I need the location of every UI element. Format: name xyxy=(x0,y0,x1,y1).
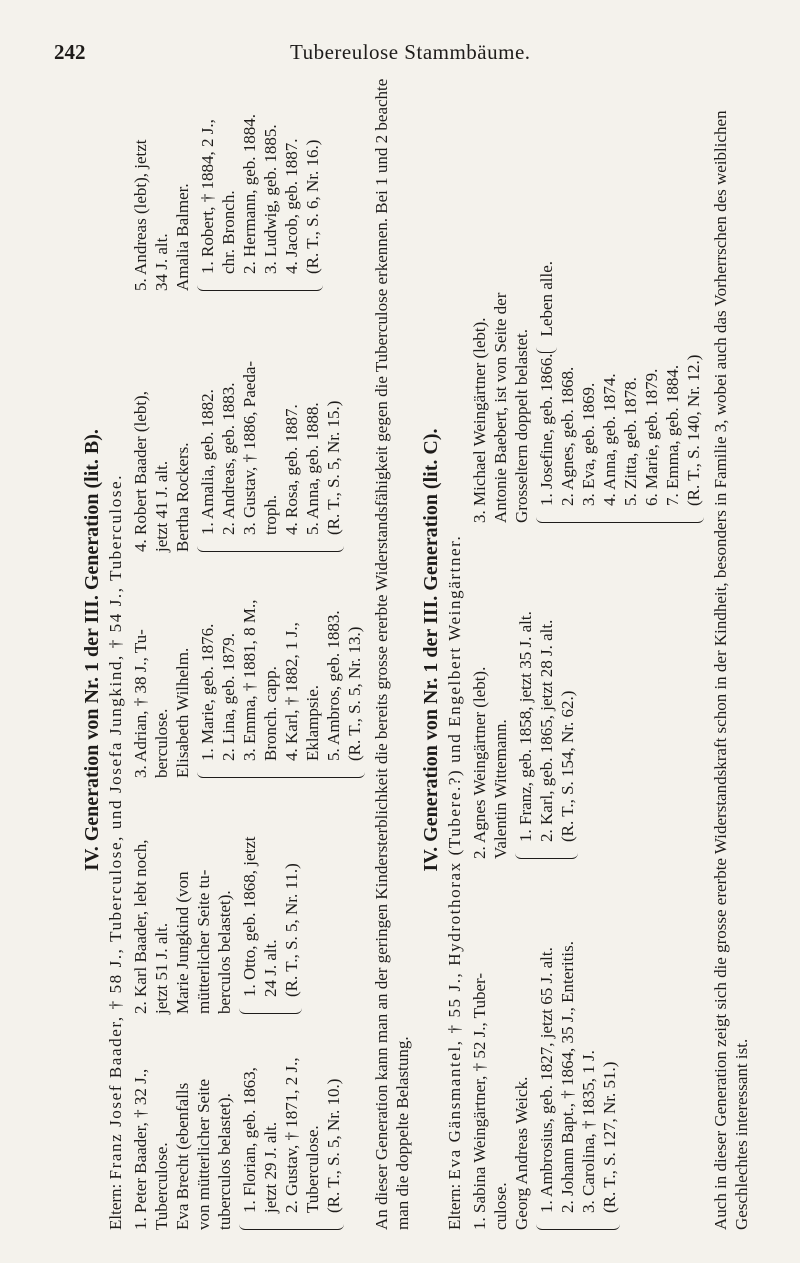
brace-icon xyxy=(536,342,557,353)
brace-icon xyxy=(239,1003,302,1014)
child-line: Eva Brecht (ebenfalls xyxy=(173,1082,192,1230)
child-entry xyxy=(469,68,532,523)
family-column xyxy=(130,1014,344,1230)
generation-b xyxy=(82,70,413,1230)
grandchild-line: 4. Anna, geb. 1874. xyxy=(600,373,619,506)
grandchild-line: 1. Franz, geb. 1858, jetzt 35 J. alt. xyxy=(516,611,535,842)
grandchildren-group xyxy=(239,1020,344,1230)
child-line: 2. Karl Baader, lebt noch, xyxy=(131,839,150,1014)
grandchildren-group xyxy=(197,558,365,778)
grandchild-line: Leben alle. xyxy=(537,260,556,337)
grandchildren-list xyxy=(197,114,323,291)
brace-icon xyxy=(239,1219,344,1230)
child-line: Elisabeth Wilhelm. xyxy=(173,647,192,778)
rotated-page-body xyxy=(82,70,752,1230)
grandchild-line: (R. T., S. 140, Nr. 12.) xyxy=(684,354,703,506)
child-line: 2. Agnes Weingärtner (lebt). xyxy=(470,666,489,859)
grandchild-line: 1. Amalia, geb. 1882. xyxy=(198,389,217,535)
child-line: Valentin Wittemann. xyxy=(491,719,510,859)
generation-b-parents: Eltern: Franz Josef Baader, † 58 J., Tuberculose, und Josefa Jungkind, † 54 J., Tuberculose. xyxy=(106,473,125,1230)
grandchild-line: 1. Ambrosius, geb. 1827, jetzt 65 J. alt. xyxy=(537,947,556,1213)
grandchild-line: 2. Karl, geb. 1865, jetzt 28 J. alt. xyxy=(537,619,556,842)
running-title: Tubereulose Stammbäume. xyxy=(290,40,531,64)
child-line: 4. Robert Baader (lebt), xyxy=(131,391,150,552)
grandchild-line: (R. T., S. 6, Nr. 16.) xyxy=(303,139,322,274)
grandchild-line: (R. T., S. 5, Nr. 15.) xyxy=(324,400,343,535)
generation-c-heading: IV. Generation von Nr. 1 der III. Generation (lit. C). xyxy=(420,428,442,872)
grandchildren-group xyxy=(536,865,620,1230)
grandchild-line: 2. Gustav, † 1871, 2 J., xyxy=(282,1057,301,1213)
grandchild-line: 1. Florian, geb. 1863, xyxy=(240,1067,259,1213)
grandchild-line: (R. T., S. 154, Nr. 62.) xyxy=(558,690,577,842)
child-entry xyxy=(130,784,235,1014)
child-line: 1. Sabina Weingärtner, † 52 J., Tuber- xyxy=(470,973,489,1230)
family-column xyxy=(469,62,704,523)
grandchild-line: Tuberculose. xyxy=(303,1125,322,1213)
grandchildren-list xyxy=(197,361,344,552)
grandchildren-group xyxy=(197,56,323,291)
grandchild-line: 7. Emma, geb. 1884. xyxy=(663,364,682,506)
child-entry xyxy=(130,1020,235,1230)
grandchild-line: 4. Rosa, geb. 1887. xyxy=(282,404,301,535)
brace-icon xyxy=(536,1219,620,1230)
child-entry xyxy=(130,56,193,291)
generation-b-heading: IV. Generation von Nr. 1 der III. Generation (lit. B). xyxy=(81,429,103,871)
grandchild-line: 5. Anna, geb. 1888. xyxy=(303,402,322,535)
child-line: jetzt 41 J. alt. xyxy=(152,460,171,552)
family-column xyxy=(130,778,302,1014)
generation-c xyxy=(421,70,752,1230)
grandchild-line: 3. Eva, geb. 1869. xyxy=(579,382,598,506)
grandchild-line: 3. Emma, † 1881, 8 M., xyxy=(240,599,259,761)
grandchild-line: 5. Ambros, geb. 1883. xyxy=(324,610,343,761)
child-line: culose. xyxy=(491,1182,510,1230)
grandchildren-group xyxy=(197,297,344,552)
child-line: 3. Adrian, † 38 J., Tu- xyxy=(131,629,150,778)
family-column xyxy=(130,291,344,552)
grandchild-line: 5. Zitta, geb. 1878. xyxy=(621,377,640,506)
generation-b-remark: An dieser Generation kann man an der geringen Kindersterblichkeit die bereits grosse ererbte Widerstandsfähigkeit gegen die Tuberculose erkennen. Bei 1 und 2 beachte man die doppelte Belastung. xyxy=(372,78,412,1230)
grandchild-line: jetzt 29 J. alt. xyxy=(261,1121,280,1213)
grandchild-line: 1. Robert, † 1884, 2 J., xyxy=(198,119,217,274)
generation-c-remark: Auch in dieser Generation zeigt sich die grosse ererbte Widerstandskraft schon in der Kindheit, besonders in Familie 3, wobei auch das Vorherrschen des weiblichen Geschlechtes interessant ist. xyxy=(711,110,751,1230)
grandchild-line: 6. Marie, geb. 1879. xyxy=(642,368,661,506)
child-line: 3. Michael Weingärtner (lebt). xyxy=(470,317,489,523)
grandchildren-group xyxy=(515,529,578,859)
child-entry xyxy=(130,297,193,552)
grandchild-line: (R. T., S. 5, Nr. 13.) xyxy=(345,626,364,761)
child-line: berculose. xyxy=(152,708,171,778)
grandchildren-list xyxy=(239,1057,344,1230)
child-entry xyxy=(469,865,532,1230)
child-line: mütterlicher Seite tu- xyxy=(194,869,213,1014)
grandchild-line: (R. T., S. 5, Nr. 10.) xyxy=(324,1078,343,1213)
child-line: Marie Jungkind (von xyxy=(173,871,192,1014)
generation-c-parents: Eltern: Eva Gänsmantel, † 55 J., Hydrothorax (Tubere.?) und Engelbert Weingärtner. xyxy=(445,534,464,1230)
grandchildren-list xyxy=(515,611,578,859)
brace-icon xyxy=(197,767,365,778)
child-line: Antonie Baebert, ist von Seite der xyxy=(491,292,510,523)
family-column xyxy=(130,50,323,291)
grandchild-line: 1. Josefine, geb. 1866. xyxy=(537,353,556,506)
child-line: von mütterlicher Seite xyxy=(194,1078,213,1230)
brace-icon xyxy=(197,541,344,552)
grandchild-line: 24 J. alt. xyxy=(261,939,280,997)
page-number: 242 xyxy=(54,40,86,64)
child-line: jetzt 51 J. alt. xyxy=(152,922,171,1014)
child-entry xyxy=(469,529,511,859)
grandchild-line: 4. Karl, † 1882, 1 J., xyxy=(282,622,301,761)
grandchild-line: 2. Agnes, geb. 1868. xyxy=(558,366,577,506)
grandchild-line: 1. Otto, geb. 1868, jetzt xyxy=(240,836,259,997)
child-line: Amalia Balmer. xyxy=(173,183,192,291)
grandchild-line: (R. T., S. 127, Nr. 51.) xyxy=(600,1061,619,1213)
grandchild-line: 1. Marie, geb. 1876. xyxy=(198,623,217,761)
generation-c-families xyxy=(469,70,704,1230)
grandchild-line: 2. Hermann, geb. 1884. xyxy=(240,113,259,274)
child-line: Bertha Rockers. xyxy=(173,442,192,552)
grandchild-line: (R. T., S. 5, Nr. 11.) xyxy=(282,863,301,997)
grandchildren-group xyxy=(536,68,704,523)
brace-icon xyxy=(536,512,704,523)
child-line: 5. Andreas (lebt), jetzt xyxy=(131,139,150,291)
brace-icon xyxy=(515,848,578,859)
child-line: berculos belastet). xyxy=(215,890,234,1014)
grandchild-line: 3. Gustav, † 1886, Paeda- xyxy=(240,360,259,535)
grandchildren-list xyxy=(239,836,302,1014)
grandchildren-list xyxy=(536,261,557,354)
generation-b-families xyxy=(130,70,365,1230)
grandchild-line: 4. Jacob, geb. 1887. xyxy=(282,138,301,274)
brace-icon xyxy=(197,280,323,291)
grandchild-line: chr. Bronch. xyxy=(219,190,238,274)
family-column xyxy=(469,523,578,859)
grandchildren-list xyxy=(197,600,365,779)
grandchildren-group xyxy=(239,784,302,1014)
child-line: Georg Andreas Weick. xyxy=(512,1076,531,1230)
grandchild-line: Bronch. capp. xyxy=(261,666,280,761)
grandchild-line: 3. Carolina, † 1835, 1 J. xyxy=(579,1050,598,1213)
grandchild-line: troph. xyxy=(261,494,280,535)
family-column xyxy=(469,859,620,1230)
grandchild-line: Eklampsie. xyxy=(303,684,322,761)
child-line: Grosseltern doppelt belastet. xyxy=(512,328,531,523)
grandchild-line: 2. Lina, geb. 1879. xyxy=(219,633,238,761)
child-line: tuberculos belastet). xyxy=(215,1093,234,1230)
child-entry xyxy=(130,558,193,778)
grandchild-line: 2. Johann Bapt., † 1864, 35 J., Enteritis. xyxy=(558,941,577,1213)
family-column xyxy=(130,552,365,778)
grandchild-line: 2. Andreas, geb. 1883. xyxy=(219,382,238,535)
grandchild-line: 3. Ludwig, geb. 1885. xyxy=(261,124,280,274)
grandchildren-list xyxy=(536,353,704,523)
grandchildren-list xyxy=(536,941,620,1230)
child-line: 34 J. alt. xyxy=(152,233,171,291)
child-line: Tuberculose. xyxy=(152,1142,171,1230)
child-line: 1. Peter Baader, † 32 J., xyxy=(131,1068,150,1230)
